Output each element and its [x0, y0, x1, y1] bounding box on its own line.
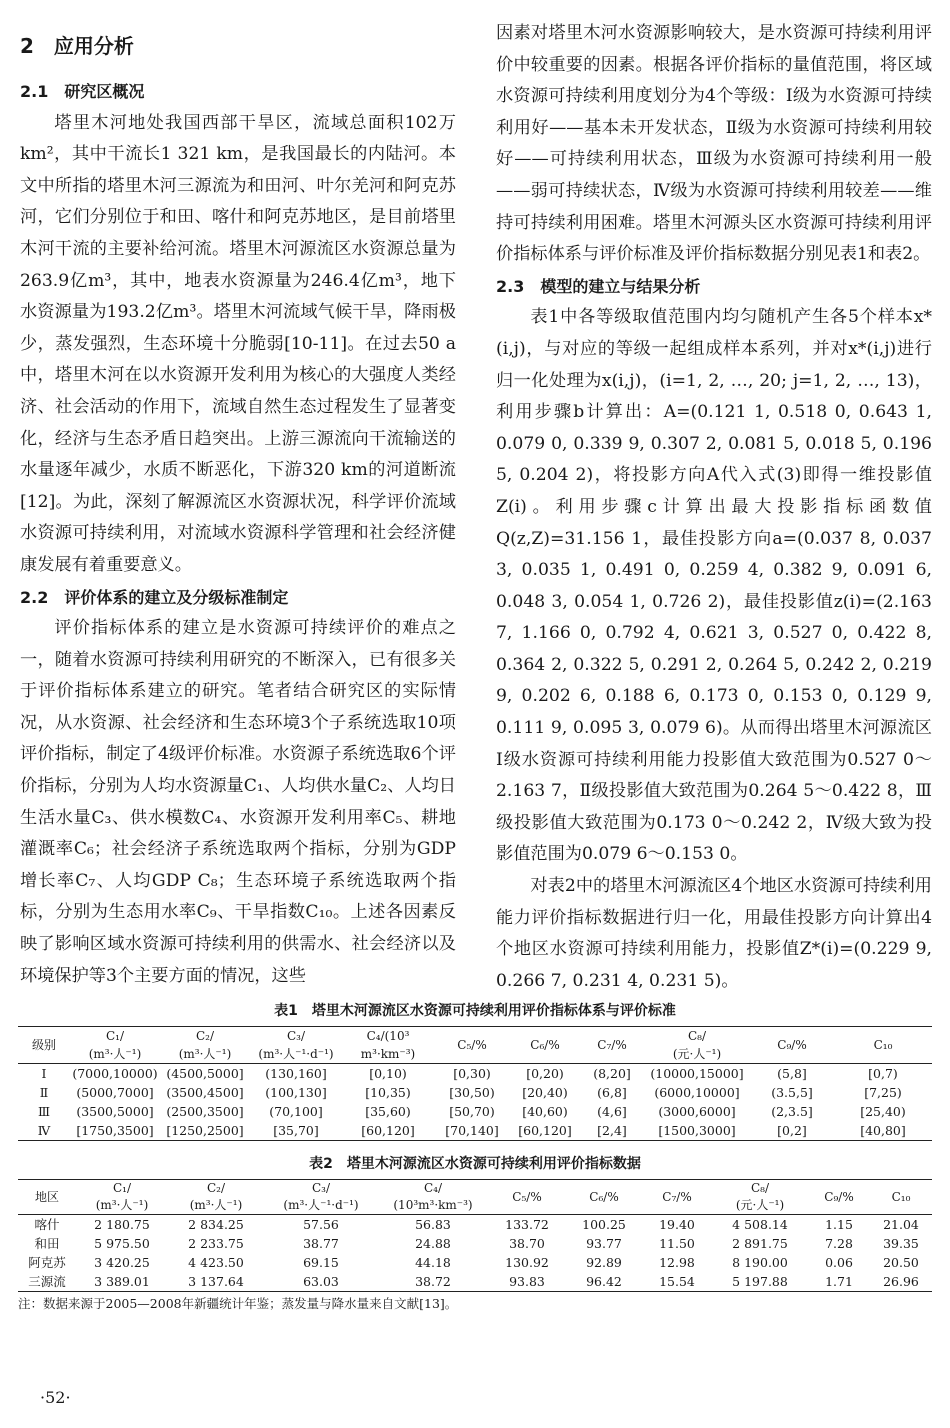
- table2-header-top: C₂/: [206, 1181, 226, 1195]
- table2-header-row: [18, 1180, 932, 1215]
- table2-header-top: C₁₀: [891, 1189, 911, 1204]
- table-cell: [0,7): [868, 1066, 898, 1081]
- table-cell: (3000,6000]: [658, 1104, 736, 1119]
- table2-header-cell: [18, 1180, 76, 1215]
- table-cell: 39.35: [883, 1236, 919, 1251]
- table-row: [18, 1083, 932, 1102]
- table1-header-cell: [18, 1027, 70, 1064]
- table-cell: 96.42: [586, 1274, 622, 1289]
- table2-body: [18, 1215, 932, 1292]
- table-row: [18, 1272, 932, 1292]
- table-cell: (3500,5000]: [76, 1104, 154, 1119]
- table-cell: 三源流: [28, 1274, 66, 1289]
- table-cell: 12.98: [659, 1255, 695, 1270]
- table-cell: (6,8]: [597, 1085, 627, 1100]
- table-cell: 和田: [34, 1236, 60, 1251]
- table-cell: 93.77: [586, 1236, 622, 1251]
- table-cell: 93.83: [509, 1274, 545, 1289]
- table1-header-unit: (m³·人⁻¹): [178, 1047, 232, 1061]
- table-row: [18, 1215, 932, 1235]
- table2-header-cell: [378, 1180, 488, 1215]
- left-column: [20, 26, 456, 992]
- table-cell: [70,140]: [445, 1123, 499, 1138]
- table-cell: (7000,10000): [72, 1066, 158, 1081]
- table1-caption: 表1 塔里木河源流区水资源可持续利用评价指标体系与评价标准: [274, 1003, 676, 1019]
- table1-header-row: [18, 1027, 932, 1064]
- table1-header-cell: [510, 1027, 580, 1064]
- table-cell: 11.50: [659, 1236, 695, 1251]
- table-cell: 阿克苏: [28, 1255, 66, 1270]
- table-cell: [35,70]: [273, 1123, 319, 1138]
- table-cell: 5 197.88: [732, 1274, 788, 1289]
- table1-header-top: C₁₀: [873, 1038, 893, 1052]
- table-cell: Ⅱ: [39, 1085, 49, 1100]
- table2-header-unit: (10³m³·km⁻³): [393, 1198, 473, 1212]
- table2-header-top: C₁/: [112, 1181, 132, 1195]
- table2-header-cell: [870, 1180, 932, 1215]
- table2-header-cell: [168, 1180, 264, 1215]
- table-cell: [60,120]: [518, 1123, 572, 1138]
- table2-header-top: C₄/: [423, 1181, 443, 1195]
- table-row: [18, 1253, 932, 1272]
- table-cell: 44.18: [415, 1255, 451, 1270]
- table1-header-unit: m³·km⁻³): [360, 1047, 416, 1061]
- table-cell: 15.54: [659, 1274, 695, 1289]
- table-cell: [0,2]: [777, 1123, 807, 1138]
- table2-header-top: C₉/%: [824, 1189, 854, 1204]
- page-number: ·52·: [40, 1388, 71, 1407]
- table-cell: [50,70): [449, 1104, 495, 1119]
- table1-header-cell: [750, 1027, 834, 1064]
- table-cell: 2 834.25: [188, 1217, 244, 1232]
- right-column: [496, 18, 932, 997]
- table2-header-cell: [488, 1180, 566, 1215]
- table-cell: 2 233.75: [188, 1236, 244, 1251]
- table-cell: 4 508.14: [732, 1217, 788, 1232]
- table-cell: 133.72: [505, 1217, 549, 1232]
- table1: [18, 1026, 932, 1141]
- table-cell: (8,20]: [593, 1066, 631, 1081]
- table2-header-cell: [808, 1180, 870, 1215]
- table1-header-unit: (m³·人⁻¹·d⁻¹): [258, 1047, 334, 1061]
- table2-header-unit: (元·人⁻¹): [735, 1198, 785, 1212]
- table-cell: 26.96: [883, 1274, 919, 1289]
- table1-header-top: C₂/: [195, 1029, 215, 1043]
- table-cell: Ⅰ: [41, 1066, 47, 1081]
- table-cell: 20.50: [883, 1255, 919, 1270]
- table-cell: [30,50): [449, 1085, 495, 1100]
- table-cell: 3 137.64: [188, 1274, 244, 1289]
- table-cell: 92.89: [586, 1255, 622, 1270]
- table-cell: (2500,3500]: [166, 1104, 244, 1119]
- table-cell: (100,130]: [265, 1085, 327, 1100]
- table2-header-cell: [642, 1180, 712, 1215]
- table2-header-cell: [712, 1180, 808, 1215]
- table-cell: 0.06: [825, 1255, 853, 1270]
- table-cell: 8 190.00: [732, 1255, 788, 1270]
- table2-header-top: C₅/%: [512, 1189, 542, 1204]
- table-cell: 3 389.01: [94, 1274, 150, 1289]
- table-cell: 63.03: [303, 1274, 339, 1289]
- table-cell: 69.15: [303, 1255, 339, 1270]
- paragraph-study-area: 塔里木河地处我国西部干旱区，流域总面积102万km²，其中干流长1 321 km，是我国最长的内陆河。本文中所指的塔里木河三源流为和田河、叶尔羌河和阿克苏河，它们分别位于和田、喀什和阿克苏地区，是目前塔里木河干流的主要补给河流。塔里木河源流区水资源总量为263.9亿m³，其中，地表水资源量为246.4亿m³，地下水资源量为193.2亿m³。塔里木河流域气候干旱，降雨极少，蒸发强烈，生态环境十分脆弱[10-11]。在过去50 a中，塔里木河在以水资源开发利用为核心的大强度人类经济、社会活动的作用下，流域自然生态过程发生了显著变化，经济与生态矛盾日趋突出。上游三源流向干流输送的水量逐年减少，水质不断恶化，下游320 km的河道断流[12]。为此，深刻了解源流区水资源状况，科学评价流域水资源可持续利用，对流域水资源科学管理和社会经济健康发展有着重要意义。: [20, 112, 456, 575]
- table1-header-top: C₇/%: [597, 1038, 627, 1052]
- table1-header-top: C₄/(10³: [366, 1029, 410, 1043]
- table-cell: 38.70: [509, 1236, 545, 1251]
- table-row: [18, 1064, 932, 1084]
- table1-header-top: C₈/: [687, 1029, 707, 1043]
- subsection-title-2-1: 2.1 研究区概况: [20, 82, 145, 101]
- table-cell: (4500,5000]: [166, 1066, 244, 1081]
- paragraph-projection-values: 对表2中的塔里木河源流区4个地区水资源可持续利用能力评价指标数据进行归一化，用最佳投影方向计算出4个地区水资源可持续利用能力，投影值Z*(i)=(0.229 9, 0.266 7, 0.231 4, 0.231 5)。: [496, 876, 932, 991]
- table-cell: (2,3.5]: [771, 1104, 813, 1119]
- table-cell: 1.15: [825, 1217, 853, 1232]
- table-cell: (3500,4500]: [166, 1085, 244, 1100]
- table1-header-cell: [644, 1027, 750, 1064]
- table-cell: 5 975.50: [94, 1236, 150, 1251]
- table1-header-cell: [834, 1027, 932, 1064]
- table-cell: [0,10): [369, 1066, 407, 1081]
- table-cell: [60,120]: [361, 1123, 415, 1138]
- paragraph-continued: 因素对塔里木河水资源影响较大，是水资源可持续利用评价中较重要的因素。根据各评价指标的量值范围，将区域水资源可持续利用度划分为4个等级：Ⅰ级为水资源可持续利用好——基本未开发状态，Ⅱ级为水资源可持续利用较好——可持续利用状态，Ⅲ级为水资源可持续利用一般——弱可持续状态，Ⅳ级为水资源可持续利用较差——维持可持续利用困难。塔里木河源头区水资源可持续利用评价指标体系与评价标准及评价指标数据分别见表1和表2。: [496, 23, 932, 265]
- table-cell: [35,60): [365, 1104, 411, 1119]
- table-cell: [0,20): [526, 1066, 564, 1081]
- table2-header-top: C₆/%: [589, 1189, 619, 1204]
- table2-note: 注：数据来源于2005—2008年新疆统计年鉴；蒸发量与降水量来自文献[13]。: [18, 1296, 458, 1311]
- table2-header-top: C₈/: [750, 1181, 770, 1195]
- table1-header-unit: (元·人⁻¹): [672, 1047, 722, 1061]
- table-cell: [1750,3500]: [76, 1123, 154, 1138]
- table-cell: (6000,10000]: [654, 1085, 740, 1100]
- table-cell: (5,8]: [777, 1066, 807, 1081]
- table2-header-cell: [264, 1180, 378, 1215]
- table-cell: 19.40: [659, 1217, 695, 1232]
- table2-header-cell: [76, 1180, 168, 1215]
- table-cell: [40,80]: [860, 1123, 906, 1138]
- table-cell: 57.56: [303, 1217, 339, 1232]
- table-cell: 3 420.25: [94, 1255, 150, 1270]
- table-row: [18, 1234, 932, 1253]
- table-cell: [10,35): [365, 1085, 411, 1100]
- table-cell: [40,60): [522, 1104, 568, 1119]
- table2-header-top: C₇/%: [662, 1189, 692, 1204]
- table1-header-cell: [160, 1027, 250, 1064]
- table1-header-top: C₆/%: [530, 1038, 560, 1052]
- table2-header-top: C₃/: [311, 1181, 331, 1195]
- table1-header-top: C₁/: [105, 1029, 125, 1043]
- table1-header-unit: (m³·人⁻¹): [88, 1047, 142, 1061]
- subsection-title-2-2: 2.2 评价体系的建立及分级标准制定: [20, 587, 289, 607]
- table1-header-cell: [70, 1027, 160, 1064]
- table2-caption: 表2 塔里木河源流区水资源可持续利用评价指标数据: [309, 1156, 641, 1172]
- table1-header-top: 级别: [31, 1038, 56, 1052]
- table1-header-cell: [580, 1027, 644, 1064]
- table-cell: 4 423.50: [188, 1255, 244, 1270]
- table-cell: Ⅲ: [37, 1104, 51, 1119]
- table-cell: 24.88: [415, 1236, 451, 1251]
- subsection-title-2-3: 2.3 模型的建立与结果分析: [496, 276, 701, 296]
- table2-header-unit: (m³·人⁻¹·d⁻¹): [283, 1198, 359, 1212]
- table-cell: [7,25): [864, 1085, 902, 1100]
- table-row: [18, 1102, 932, 1121]
- table-cell: 喀什: [34, 1217, 60, 1232]
- table-cell: [0,30): [453, 1066, 491, 1081]
- table-cell: [1500,3000]: [658, 1123, 736, 1138]
- table2: [18, 1179, 932, 1292]
- table-cell: (5000,7000]: [76, 1085, 154, 1100]
- table1-header-cell: [342, 1027, 434, 1064]
- table-cell: (4,6]: [597, 1104, 627, 1119]
- table-cell: [2,4]: [597, 1123, 627, 1138]
- table-cell: 2 891.75: [732, 1236, 788, 1251]
- table-cell: [1250,2500]: [166, 1123, 244, 1138]
- table2-header-top: 地区: [34, 1189, 59, 1204]
- table-cell: 1.71: [825, 1274, 853, 1289]
- section-title: 2 应用分析: [20, 34, 134, 58]
- tables-area: [18, 1000, 932, 1314]
- table1-header-top: C₃/: [286, 1029, 306, 1043]
- table-cell: (3.5,5]: [771, 1085, 813, 1100]
- table2-header-cell: [566, 1180, 642, 1215]
- table-cell: 7.28: [825, 1236, 853, 1251]
- table2-header-unit: (m³·人⁻¹): [95, 1198, 149, 1212]
- table-cell: 2 180.75: [94, 1217, 150, 1232]
- table-cell: 56.83: [415, 1217, 451, 1232]
- table-cell: (70,100]: [269, 1104, 323, 1119]
- table-cell: 38.72: [415, 1274, 451, 1289]
- table-cell: (130,160]: [265, 1066, 327, 1081]
- paragraph-index-system: 评价指标体系的建立是水资源可持续评价的难点之一，随着水资源可持续利用研究的不断深入，已有很多关于评价指标体系建立的研究。笔者结合研究区的实际情况，从水资源、社会经济和生态环境3个子系统选取10项评价指标，制定了4级评价标准。水资源子系统选取6个评价指标，分别为人均水资源量C₁、人均供水量C₂、人均日生活水量C₃、供水模数C₄、水资源开发利用率C₅、耕地灌溉率C₆；社会经济子系统选取两个指标，分别为GDP增长率C₇、人均GDP C₈；生态环境子系统选取两个指标，分别为生态用水率C₉、干旱指数C₁₀。上述各因素反映了影响区域水资源可持续利用的供需水、社会经济以及环境保护等3个主要方面的情况，这些: [20, 618, 456, 986]
- table1-header-cell: [250, 1027, 342, 1064]
- table-cell: [25,40): [860, 1104, 906, 1119]
- table1-header-top: C₉/%: [777, 1038, 807, 1052]
- table-cell: (10000,15000]: [650, 1066, 744, 1081]
- table-cell: 100.25: [582, 1217, 626, 1232]
- table1-header-cell: [434, 1027, 510, 1064]
- table-cell: 38.77: [303, 1236, 339, 1251]
- table1-body: [18, 1064, 932, 1141]
- table-row: [18, 1121, 932, 1141]
- table-cell: 130.92: [505, 1255, 549, 1270]
- table-cell: 21.04: [883, 1217, 919, 1232]
- table-cell: [20,40): [522, 1085, 568, 1100]
- table1-header-top: C₅/%: [457, 1038, 487, 1052]
- table2-header-unit: (m³·人⁻¹): [189, 1198, 243, 1212]
- paragraph-model-results: 表1中各等级取值范围内均匀随机产生各5个样本x*(i,j)，与对应的等级一起组成样本系列，并对x*(i,j)进行归一化处理为x(i,j)，(i=1, 2, …, 20; j=1, 2, …, 13)，利用步骤b计算出：A=(0.121 1, 0.518 0, 0.643 1, 0.079 0, 0.339 9, 0.307 2, 0.081 5, 0.018 5, 0.196 5, 0.204 2)，将投影方向A代入式(3)即得一维投影值Z(i)。利用步骤c计算出最大投影指标函数值Q(z,Z)=31.156 1，最佳投影方向a=(0.037 8, 0.037 3, 0.035 1, 0.491 0, 0.259 4, 0.382 9, 0.091 6, 0.048 3, 0.054 1, 0.726 2)，最佳投影值z(i)=(2.163 7, 1.166 0, 0.792 4, 0.621 3, 0.527 0, 0.422 8, 0.364 2, 0.322 5, 0.291 2, 0.264 5, 0.242 2, 0.219 9, 0.202 6, 0.188 6, 0.173 0, 0.153 0, 0.129 9, 0.111 9, 0.095 3, 0.079 6)。从而得出塔里木河源流区Ⅰ级水资源可持续利用能力投影值大致范围为0.527 0～2.163 7，Ⅱ级投影值大致范围为0.264 5～0.422 8，Ⅲ级投影值大致范围为0.173 0～0.242 2，Ⅳ级大致为投影值范围为0.079 6～0.153 0。: [496, 307, 932, 865]
- table-cell: Ⅳ: [37, 1123, 51, 1138]
